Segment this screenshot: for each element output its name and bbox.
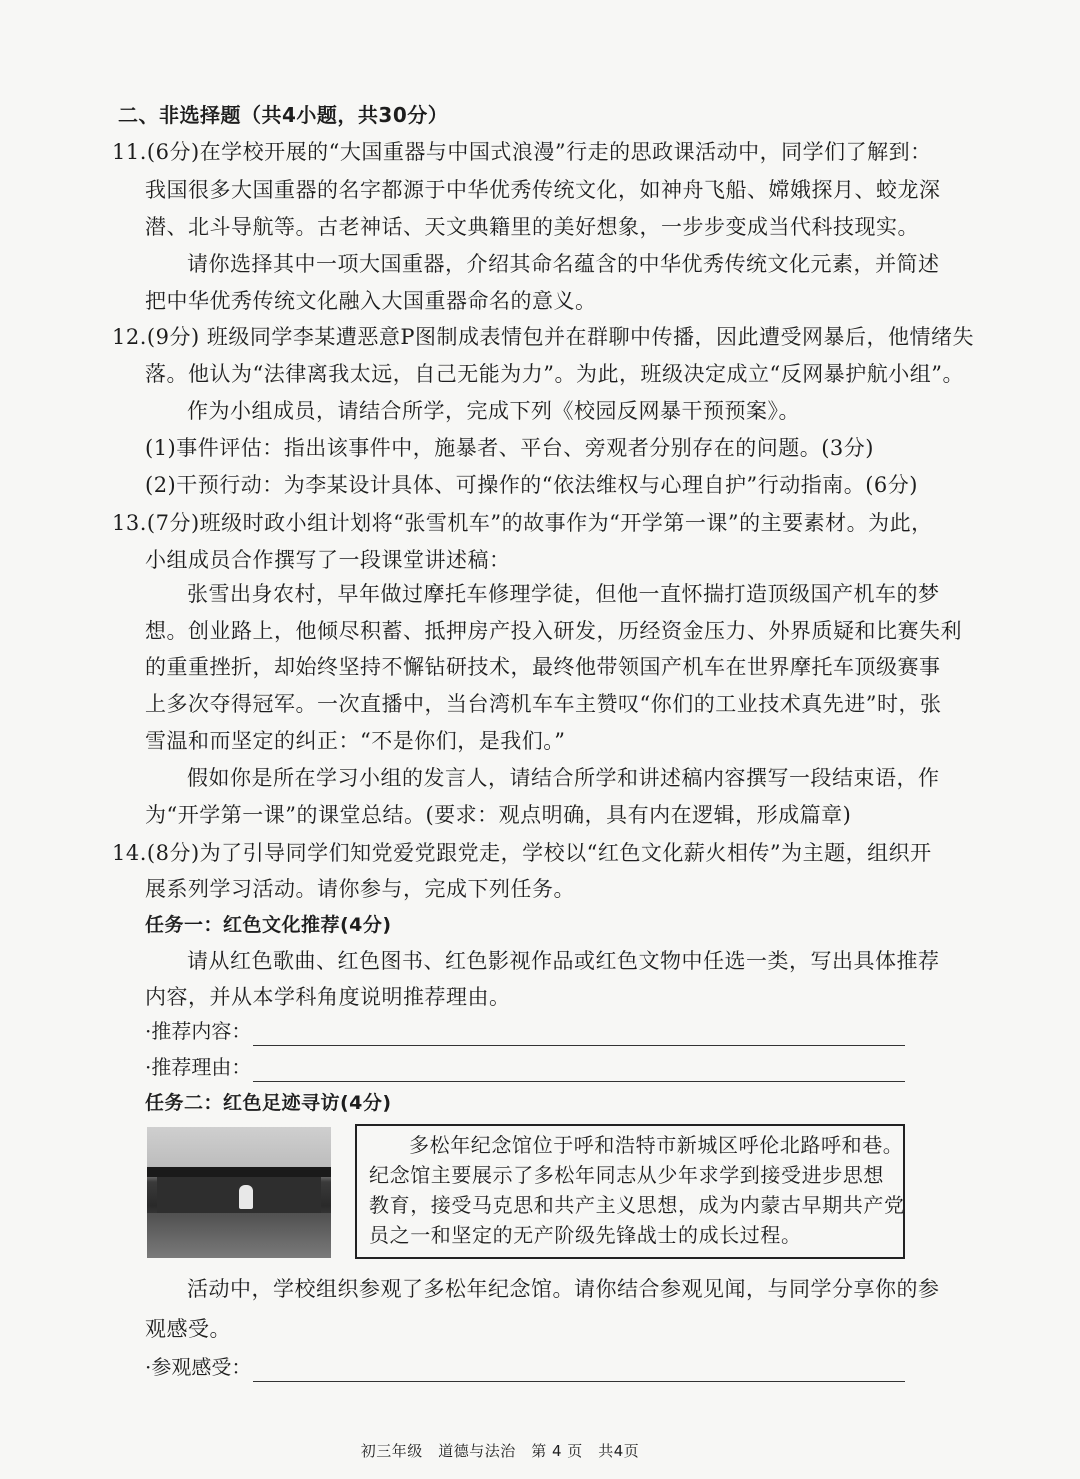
info-box-line-4: 员之一和坚定的无产阶级先锋战士的成长过程。 (369, 1223, 802, 1247)
section-heading: 二、非选择题（共4小题，共30分） (118, 103, 449, 127)
q12-line-1: 12.(9分) 班级同学李某遭恶意P图制成表情包并在群聊中传播，因此遭受网暴后，他情绪失 (112, 325, 974, 349)
q11-line-2: 我国很多大国重器的名字都源于中华优秀传统文化，如神舟飞船、嫦娥探月、蛟龙深 (145, 178, 941, 202)
q13-passage-line-3: 的重重挫折，却始终坚持不懈钻研技术，最终他带领国产机车在世界摩托车顶级赛事 (145, 655, 941, 679)
recommend-content-blank[interactable] (253, 1021, 905, 1046)
q12-subquestion-2: (2)干预行动：为李某设计具体、可操作的“依法维权与心理自护”行动指南。(6分) (145, 473, 918, 497)
q11-line-3: 潜、北斗导航等。古老神话、天文典籍里的美好想象，一步步变成当代科技现实。 (145, 215, 919, 239)
q11-line-4: 请你选择其中一项大国重器，介绍其命名蕴含的中华优秀传统文化元素，并简述 (187, 252, 940, 276)
q13-passage-line-5: 雪温和而坚定的纠正：“不是你们，是我们。” (145, 729, 566, 753)
recommend-reason-label: ·推荐理由： (145, 1055, 252, 1079)
task1-line-2: 内容，并从本学科角度说明推荐理由。 (145, 985, 511, 1009)
task1-line-1: 请从红色歌曲、红色图书、红色影视作品或红色文物中任选一类，写出具体推荐 (187, 949, 940, 973)
recommend-reason-row (145, 1052, 905, 1082)
info-box-line-1: 多松年纪念馆位于呼和浩特市新城区呼伦北路呼和巷。 (409, 1133, 904, 1157)
info-box-line-2: 纪念馆主要展示了多松年同志从少年求学到接受进步思想 (369, 1163, 884, 1187)
q13-passage-line-1: 张雪出身农村，早年做过摩托车修理学徒，但他一直怀揣打造顶级国产机车的梦 (187, 582, 940, 606)
q13-line-9: 为“开学第一课”的课堂总结。(要求：观点明确，具有内在逻辑，形成篇章) (145, 803, 852, 827)
visit-feeling-blank[interactable] (253, 1357, 905, 1382)
q13-line-2: 小组成员合作撰写了一段课堂讲述稿： (145, 548, 511, 572)
q14-line-2: 展系列学习活动。请你参与，完成下列任务。 (145, 877, 575, 901)
info-box-line-3: 教育，接受马克思和共产主义思想，成为内蒙古早期共产党 (369, 1193, 905, 1217)
visit-feeling-row (145, 1352, 905, 1382)
q12-line-3: 作为小组成员，请结合所学，完成下列《校园反网暴干预预案》。 (187, 399, 800, 423)
task2-line-2: 观感受。 (145, 1317, 231, 1341)
q13-line-1: 13.(7分)班级时政小组计划将“张雪机车”的故事作为“开学第一课”的主要素材。为此， (112, 511, 933, 535)
recommend-content-row (145, 1016, 905, 1046)
task2-line-1: 活动中，学校组织参观了多松年纪念馆。请你结合参观见闻，与同学分享你的参 (187, 1277, 940, 1301)
q13-passage-line-2: 想。创业路上，他倾尽积蓄、抵押房产投入研发，历经资金压力、外界质疑和比赛失利 (145, 619, 962, 643)
q14-line-1: 14.(8分)为了引导同学们知党爱党跟党走，学校以“红色文化薪火相传”为主题，组织开 (112, 841, 932, 865)
page-footer: 初三年级 道德与法治 第 4 页 共4页 (360, 1442, 640, 1460)
task2-title: 任务二：红色足迹寻访(4分) (145, 1092, 392, 1114)
task1-title: 任务一：红色文化推荐(4分) (145, 914, 392, 936)
memorial-info-box (355, 1124, 905, 1259)
visit-feeling-label: ·参观感受： (145, 1355, 252, 1379)
q11-line-1: 11.(6分)在学校开展的“大国重器与中国式浪漫”行走的思政课活动中，同学们了解到： (112, 140, 932, 164)
recommend-content-label: ·推荐内容： (145, 1019, 252, 1043)
q13-line-8: 假如你是所在学习小组的发言人，请结合所学和讲述稿内容撰写一段结束语，作 (187, 766, 940, 790)
q12-line-2: 落。他认为“法律离我太远，自己无能为力”。为此，班级决定成立“反网暴护航小组”。 (145, 362, 964, 386)
memorial-hall-photo (147, 1127, 331, 1258)
recommend-reason-blank[interactable] (253, 1057, 905, 1082)
q12-subquestion-1: (1)事件评估：指出该事件中，施暴者、平台、旁观者分别存在的问题。(3分) (145, 436, 874, 460)
q11-line-5: 把中华优秀传统文化融入大国重器命名的意义。 (145, 289, 597, 313)
q13-passage-line-4: 上多次夺得冠军。一次直播中，当台湾机车车主赞叹“你们的工业技术真先进”时，张 (145, 692, 942, 716)
